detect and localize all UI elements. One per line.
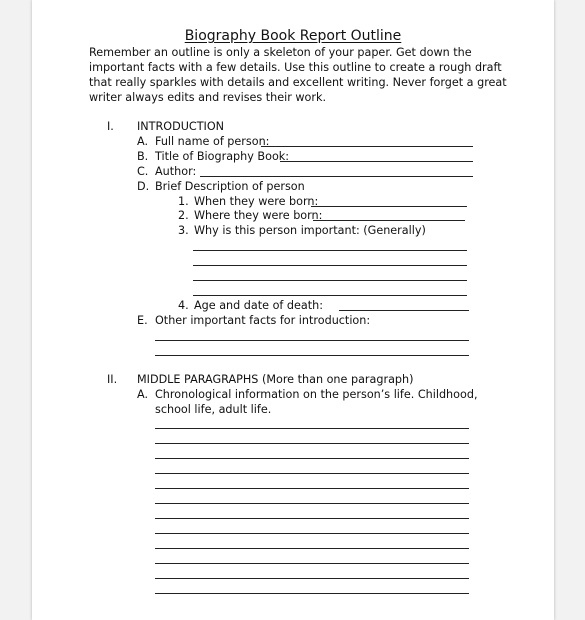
fill-line (155, 428, 469, 429)
item-e-label: Other important facts for introduction: (155, 314, 371, 327)
item-a-letter: A. (137, 135, 149, 148)
item-b-letter: B. (137, 150, 149, 163)
sub-3-label: Why is this person important: (Generally) (194, 224, 426, 237)
document-title: Biography Book Report Outline (184, 28, 402, 44)
fill-line (155, 518, 469, 519)
section-2-heading: MIDDLE PARAGRAPHS (More than one paragraph) (137, 373, 414, 386)
intro-line: writer always edits and revises their work. (89, 91, 327, 104)
sub-2-num: 2. (178, 209, 189, 222)
item-2a-line-1: Chronological information on the person’s life. Childhood, (155, 388, 478, 401)
item-2a-letter: A. (137, 388, 149, 401)
item-d-letter: D. (137, 180, 150, 193)
document-page (32, 0, 554, 620)
fill-line (193, 295, 467, 296)
intro-paragraph (89, 45, 509, 105)
fill-line (155, 340, 469, 341)
fill-line (193, 280, 467, 281)
fill-line (339, 310, 469, 311)
item-2a-line-2: school life, adult life. (155, 403, 272, 416)
section-2-numeral: II. (107, 373, 118, 386)
sub-4-num: 4. (178, 299, 189, 312)
fill-line (261, 146, 473, 147)
fill-line (200, 176, 473, 177)
intro-line: important facts with a few details. Use this outline to create a rough draft (89, 61, 502, 74)
item-c-letter: C. (137, 165, 149, 178)
item-b-label: Title of Biography Book: (155, 150, 290, 163)
fill-line (311, 206, 467, 207)
sub-3-num: 3. (178, 224, 189, 237)
item-d-label: Brief Description of person (155, 180, 305, 193)
fill-line (155, 503, 469, 504)
section-1-heading: INTRODUCTION (137, 120, 225, 133)
fill-line (155, 443, 469, 444)
fill-line (193, 265, 467, 266)
fill-line (155, 548, 469, 549)
section-1-numeral: I. (107, 120, 114, 133)
fill-line (155, 488, 469, 489)
sub-2-label: Where they were born: (194, 209, 323, 222)
intro-line: that really sparkles with details and excellent writing. Never forget a great (89, 76, 507, 89)
sub-1-label: When they were born: (194, 195, 319, 208)
fill-line (155, 458, 469, 459)
intro-line: Remember an outline is only a skeleton of your paper. Get down the (89, 46, 472, 59)
fill-line (155, 473, 469, 474)
item-a-label: Full name of person: (155, 135, 270, 148)
fill-line (155, 355, 469, 356)
fill-line (155, 578, 469, 579)
fill-line (193, 250, 467, 251)
sub-1-num: 1. (178, 195, 189, 208)
item-e-letter: E. (137, 314, 148, 327)
sub-4-label: Age and date of death: (194, 299, 324, 312)
fill-line (155, 593, 469, 594)
item-c-label: Author: (155, 165, 197, 178)
fill-line (155, 563, 469, 564)
fill-line (155, 533, 469, 534)
fill-line (313, 220, 465, 221)
fill-line (280, 161, 473, 162)
